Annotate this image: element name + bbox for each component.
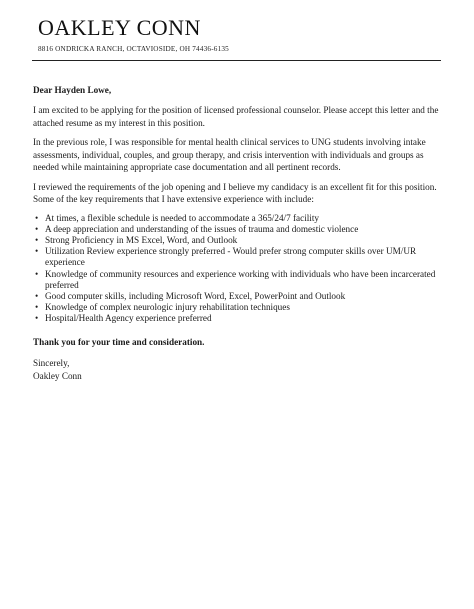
closing: Sincerely, — [33, 358, 70, 369]
list-item: • Knowledge of community resources and experience working with individuals who have been incarcerated preferred — [45, 269, 441, 291]
list-item: • Knowledge of complex neurologic injury rehabilitation techniques — [45, 302, 441, 313]
list-item: • A deep appreciation and understanding of the issues of trauma and domestic violence — [45, 224, 441, 235]
header-divider — [32, 60, 441, 61]
thanks-line: Thank you for your time and consideration. — [33, 336, 205, 347]
signature: Oakley Conn — [33, 371, 82, 382]
list-item: • Strong Proficiency in MS Excel, Word, and Outlook — [45, 235, 441, 246]
list-item: • Good computer skills, including Microsoft Word, Excel, PowerPoint and Outlook — [45, 291, 441, 302]
experience-paragraph: In the previous role, I was responsible for mental health clinical services to UNG students involving intake assessments, individual, couples, and group therapy, and crisis intervention with individuals and groups as needed while maintaining appropriate case documentation and all pertinent records. — [33, 137, 426, 172]
sender-address: 8816 ONDRICKA RANCH, OCTAVIOSIDE, OH 74436-6135 — [38, 45, 229, 53]
letter-body — [33, 84, 441, 383]
sender-name: OAKLEY CONN — [38, 15, 201, 40]
intro-paragraph: I am excited to be applying for the position of licensed professional counselor. Please accept this letter and the attached resume as my interest in this position. — [33, 105, 439, 128]
list-item: • At times, a flexible schedule is needed to accommodate a 365/24/7 facility — [45, 213, 441, 224]
requirements-intro-paragraph: I reviewed the requirements of the job opening and I believe my candidacy is an excellent fit for this position. Some of the key requirements that I have extensive experience with include: — [33, 181, 437, 204]
letter-header — [38, 14, 440, 54]
list-item: • Utilization Review experience strongly preferred - Would prefer strong computer skills over UM/UR experience — [45, 246, 441, 268]
salutation: Dear Hayden Lowe, — [33, 85, 112, 95]
requirements-list — [33, 213, 441, 325]
list-item: • Hospital/Health Agency experience preferred — [45, 313, 441, 324]
